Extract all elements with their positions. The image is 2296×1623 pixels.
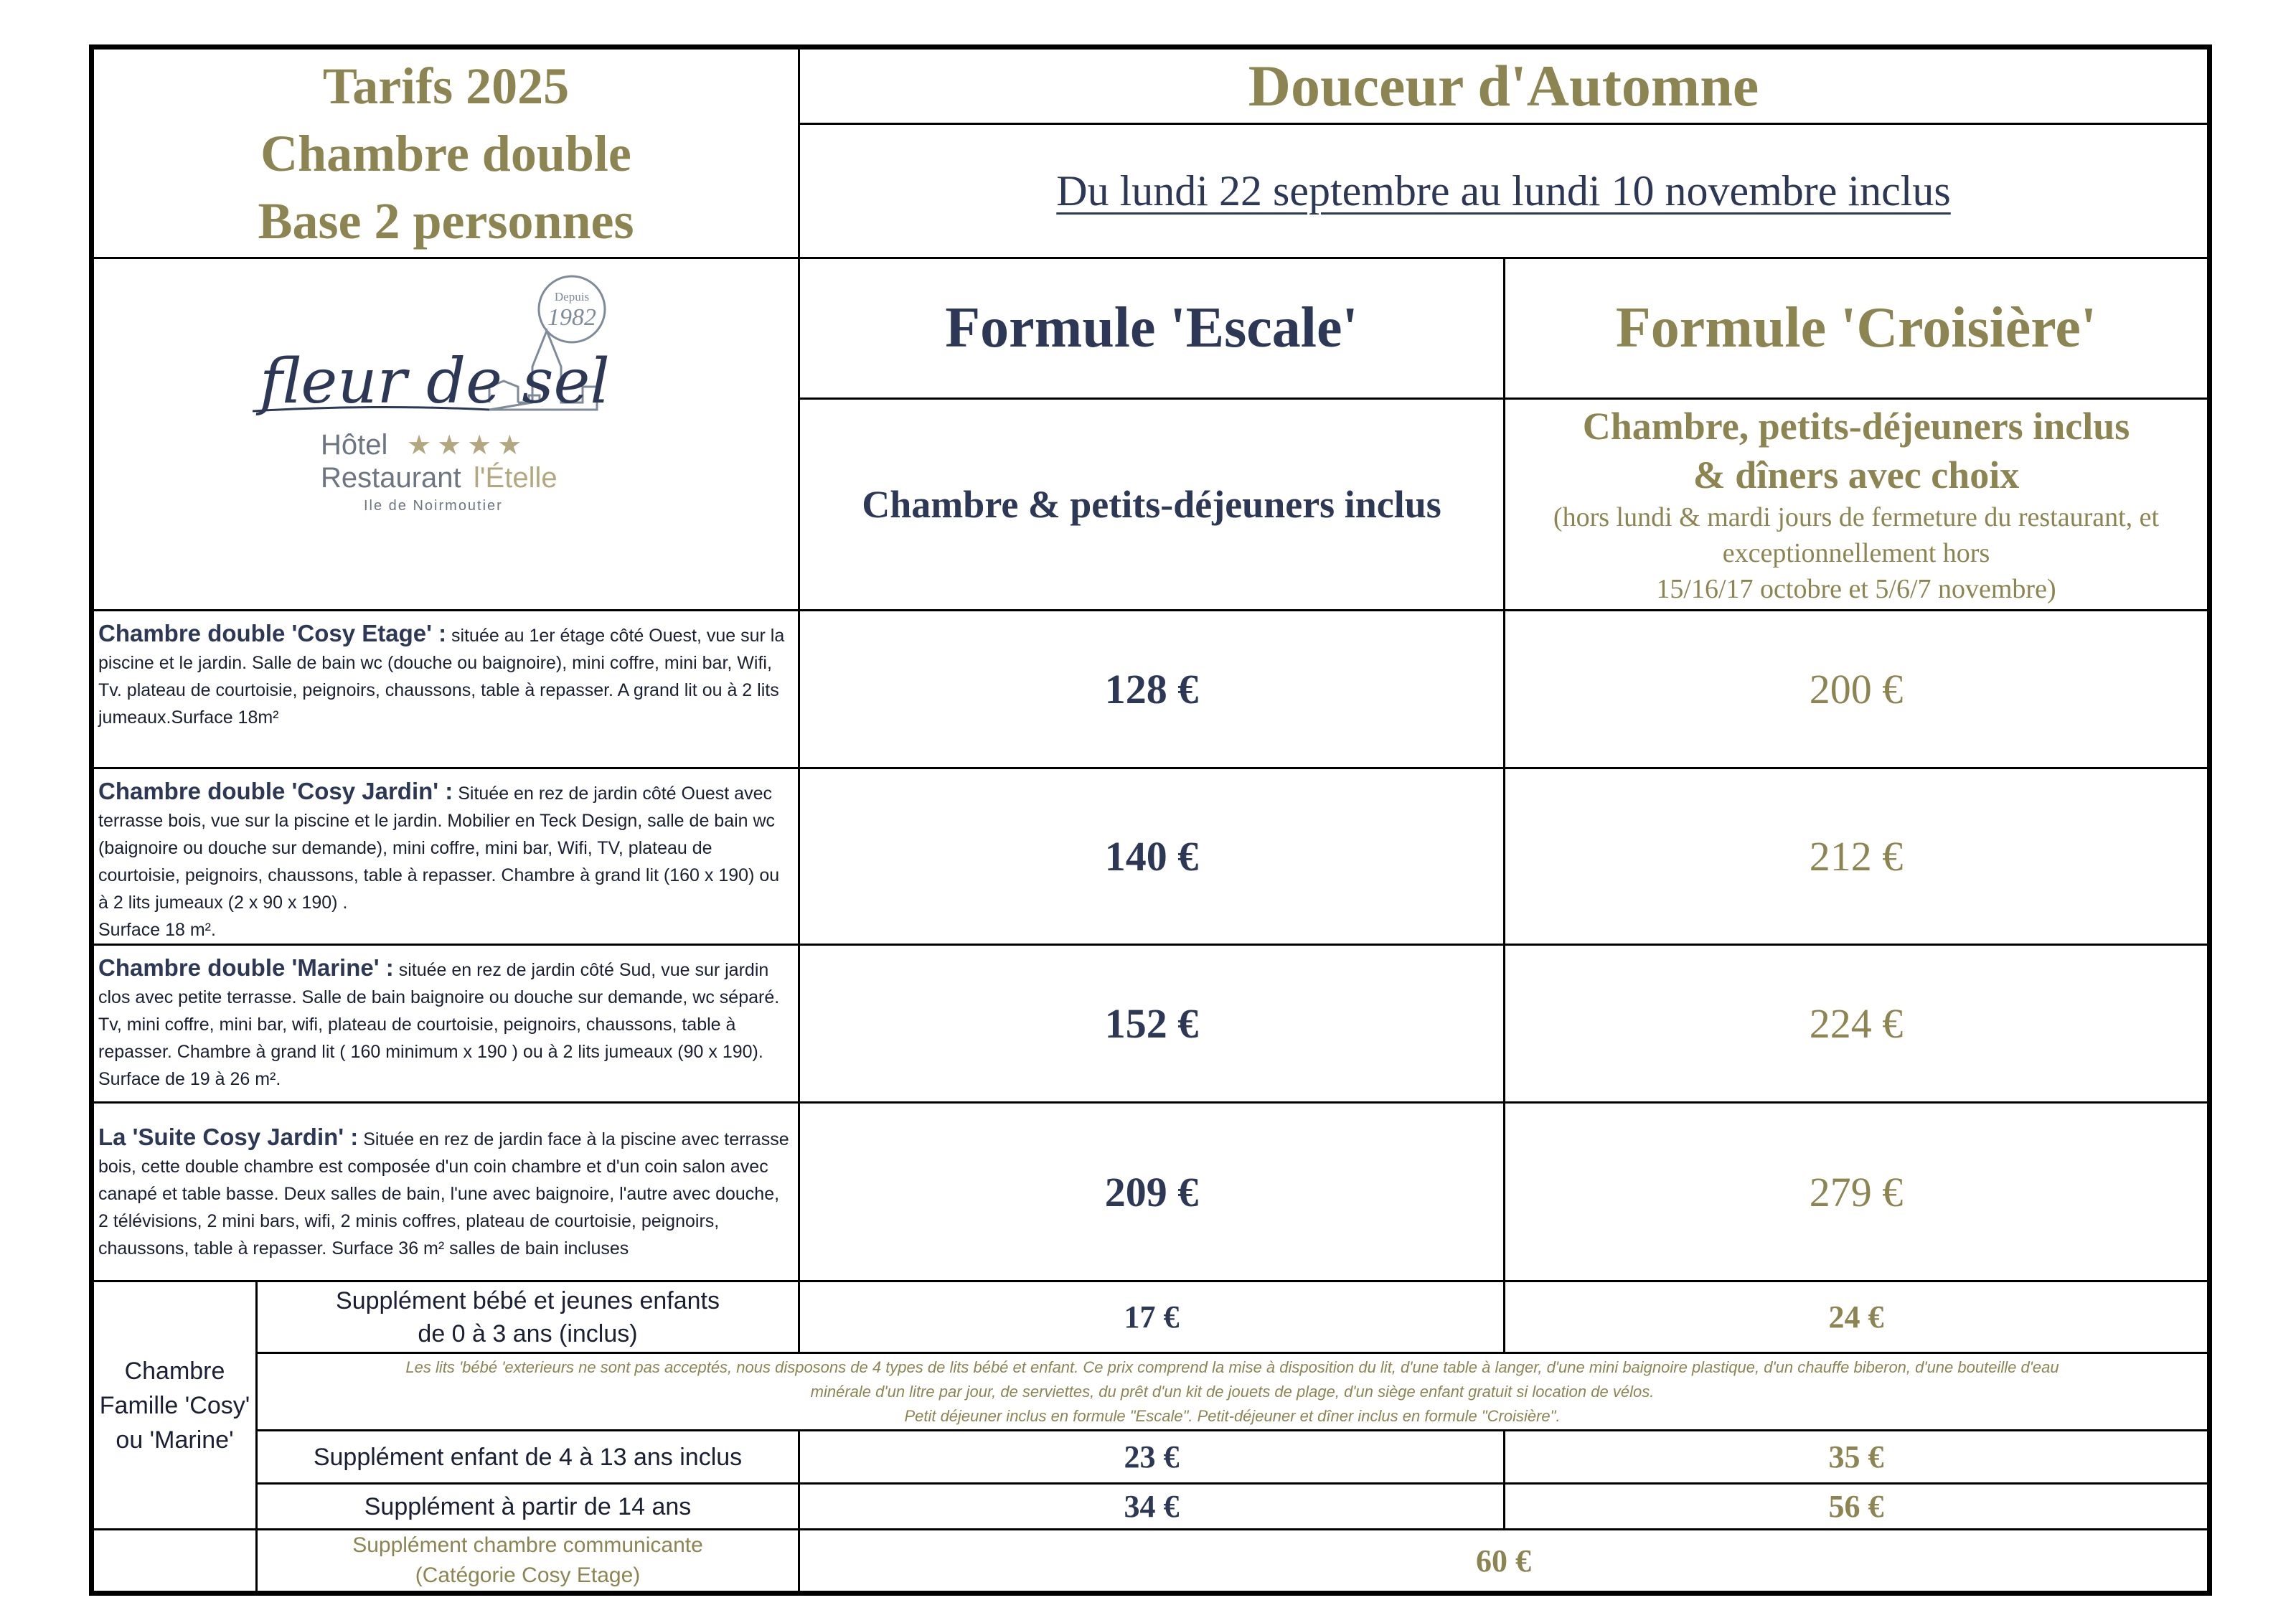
famille-label-line2: Famille 'Cosy'	[99, 1391, 250, 1419]
famille-note-line1: Les lits 'bébé 'exterieurs ne sont pas acceptés, nous disposons de 4 types de lits bébé et enfant. Ce prix comprend la mise à disposition du lit, d'une table à langer, d'une mini baignoire plastique, d'un chauffe biberon, d'une bouteille d'eau	[405, 1358, 2059, 1376]
room-description: située au 1er étage côté Ouest, vue sur la piscine et le jardin. Salle de bain wc (douche ou baignoire), mini coffre, mini bar, Wifi, Tv. plateau de courtoisie, peignoirs, chaussons, table à repasser. A grand lit ou à 2 lits jumeaux.Surface 18m²	[98, 626, 785, 728]
formule-escale-name: Formule 'Escale'	[945, 296, 1358, 359]
logo-stars: ★★★★	[406, 429, 527, 461]
price-croisiere-cell	[1505, 768, 2210, 945]
seal-depuis: Depuis	[554, 290, 589, 304]
communicante-label-cell	[257, 1530, 799, 1594]
table-row	[92, 768, 2210, 945]
logo-etelle: l'Ételle	[473, 462, 557, 494]
brand-script: fleur de sel	[259, 346, 610, 418]
formule-croisiere-cell	[1505, 258, 2210, 399]
supplement-label-line1: Supplément à partir de 14 ans	[364, 1492, 692, 1520]
logo-graphic	[245, 259, 647, 517]
table-row	[92, 1530, 2210, 1594]
supplement-label-cell	[257, 1281, 799, 1353]
table-row	[92, 1431, 2210, 1484]
supplement-croisiere-cell	[1505, 1281, 2210, 1353]
croisiere-note-line1: (hors lundi & mardi jours de fermeture du restaurant, et	[1553, 502, 2160, 532]
tariff-title-line3: Base 2 personnes	[258, 192, 634, 250]
communicante-price: 60 €	[1476, 1543, 1532, 1579]
escale-description-cell	[799, 399, 1505, 611]
seal-year: 1982	[547, 304, 596, 331]
tariff-title-line1: Tarifs 2025	[322, 57, 570, 115]
supplement-price-escale: 23 €	[1124, 1439, 1180, 1474]
logo-cell	[92, 258, 799, 611]
table-row	[92, 1281, 2210, 1353]
communicante-price-cell	[799, 1530, 2210, 1594]
room-suite-cosy-jardin	[92, 1103, 799, 1281]
room-name: Chambre double 'Marine' :	[98, 954, 394, 981]
supplement-price-escale: 34 €	[1124, 1489, 1180, 1524]
escale-description: Chambre & petits-déjeuners inclus	[862, 483, 1441, 526]
logo-restaurant: Restaurant	[320, 462, 461, 494]
croisiere-description-line2: & dîners avec choix	[1693, 453, 2020, 497]
price-escale-cell	[799, 768, 1505, 945]
room-name: Chambre double 'Cosy Etage' :	[98, 620, 447, 646]
price-escale-cell	[799, 945, 1505, 1103]
room-description: Située en rez de jardin face à la piscine avec terrasse bois, cette double chambre est composée d'un coin chambre et d'un coin salon avec canapé et table basse. Deux salles de bain, l'une avec baignoire, l'autre avec douche, 2 télévisions, 2 mini bars, wifi, 2 minis coffres, plateau de courtoisie, peignoirs, chaussons, table à repasser. Surface 36 m² salles de bain incluses	[98, 1129, 789, 1259]
supplement-price-croisiere: 56 €	[1828, 1489, 1884, 1524]
room-name: La 'Suite Cosy Jardin' :	[98, 1124, 359, 1150]
logo-hotel: Hôtel	[320, 429, 387, 461]
price-escale-cell	[799, 611, 1505, 768]
room-cosy-jardin	[92, 768, 799, 945]
croisiere-description-line1: Chambre, petits-déjeuners inclus	[1582, 405, 2130, 448]
price-escale: 140 €	[1104, 833, 1199, 880]
room-marine	[92, 945, 799, 1103]
price-escale: 209 €	[1104, 1168, 1199, 1215]
croisiere-note-line2: exceptionnellement hors	[1722, 538, 1990, 568]
supplement-croisiere-cell	[1505, 1431, 2210, 1484]
famille-label-line3: ou 'Marine'	[116, 1426, 234, 1454]
famille-note-line3: Petit déjeuner inclus en formule "Escale". Petit-déjeuner et dîner inclus en formule "Croisière".	[904, 1406, 1561, 1425]
empty-cell	[92, 1530, 257, 1594]
room-description: située en rez de jardin côté Sud, vue sur jardin clos avec petite terrasse. Salle de bain baignoire ou douche sur demande, wc séparé. Tv, mini coffre, mini bar, wifi, plateau de courtoisie, peignoirs, chaussons, table à repasser. Chambre à grand lit ( 160 minimum x 190 ) ou à 2 lits jumeaux (90 x 190). Surface de 19 à 26 m².	[98, 960, 780, 1089]
price-croisiere-cell	[1505, 611, 2210, 768]
croisiere-note-line3: 15/16/17 octobre et 5/6/7 novembre)	[1656, 574, 2056, 604]
supplement-price-croisiere: 24 €	[1828, 1299, 1884, 1335]
supplement-label-cell	[257, 1484, 799, 1530]
logo-location: Ile de Noirmoutier	[363, 498, 503, 514]
price-croisiere: 224 €	[1809, 1000, 1904, 1047]
supplement-label-line1: Supplément bébé et jeunes enfants	[336, 1286, 720, 1314]
supplement-label-cell	[257, 1431, 799, 1484]
price-escale: 128 €	[1104, 666, 1199, 712]
communicante-label-line2: (Catégorie Cosy Etage)	[415, 1563, 641, 1587]
supplement-label-line2: de 0 à 3 ans (inclus)	[418, 1319, 638, 1347]
supplement-croisiere-cell	[1505, 1484, 2210, 1530]
price-croisiere-cell	[1505, 945, 2210, 1103]
room-name: Chambre double 'Cosy Jardin' :	[98, 778, 453, 804]
price-escale-cell	[799, 1103, 1505, 1281]
table-row	[92, 945, 2210, 1103]
supplement-price-croisiere: 35 €	[1828, 1439, 1884, 1474]
price-croisiere: 212 €	[1809, 833, 1904, 880]
table-row	[92, 611, 2210, 768]
price-table	[89, 44, 2212, 1596]
supplement-price-escale: 17 €	[1124, 1299, 1180, 1335]
table-row	[92, 1103, 2210, 1281]
communicante-label-line1: Supplément chambre communicante	[352, 1533, 703, 1557]
room-surface: Surface 18 m².	[98, 920, 216, 940]
title-cell	[92, 47, 799, 258]
offer-dates: Du lundi 22 septembre au lundi 10 novembre inclus	[1056, 166, 1951, 215]
supplement-escale-cell	[799, 1281, 1505, 1353]
room-cosy-etage	[92, 611, 799, 768]
famille-label-cell	[92, 1281, 257, 1530]
offer-cell	[799, 47, 2210, 124]
table-row	[92, 1353, 2210, 1431]
dates-cell	[799, 124, 2210, 258]
famille-label-line1: Chambre	[124, 1357, 225, 1385]
formule-croisiere-name: Formule 'Croisière'	[1615, 296, 2097, 359]
room-description: Située en rez de jardin côté Ouest avec terrasse bois, vue sur la piscine et le jardin. Mobilier en Teck Design, salle de bain wc (baignoire ou douche sur demande), mini coffre, mini bar, Wifi, TV, plateau de courtoisie, peignoirs, chaussons, table à repasser. Chambre à grand lit (160 x 190) ou à 2 lits jumeaux (2 x 90 x 190) .	[98, 784, 780, 913]
supplement-label-line1: Supplément enfant de 4 à 13 ans inclus	[313, 1443, 743, 1471]
formule-escale-cell	[799, 258, 1505, 399]
table-row	[92, 1484, 2210, 1530]
supplement-escale-cell	[799, 1484, 1505, 1530]
price-escale: 152 €	[1104, 1000, 1199, 1047]
famille-note-cell	[257, 1353, 2210, 1431]
supplement-escale-cell	[799, 1431, 1505, 1484]
price-croisiere: 200 €	[1809, 666, 1904, 712]
price-croisiere: 279 €	[1809, 1168, 1904, 1215]
price-croisiere-cell	[1505, 1103, 2210, 1281]
croisiere-description-cell	[1505, 399, 2210, 611]
famille-note-line2: minérale d'un litre par jour, de serviettes, du prêt d'un kit de jouets de plage, d'un siège enfant gratuit si location de vélos.	[810, 1382, 1655, 1401]
hotel-logo	[94, 259, 798, 609]
offer-name: Douceur d'Automne	[1248, 53, 1759, 118]
tariff-title-line2: Chambre double	[260, 124, 631, 182]
